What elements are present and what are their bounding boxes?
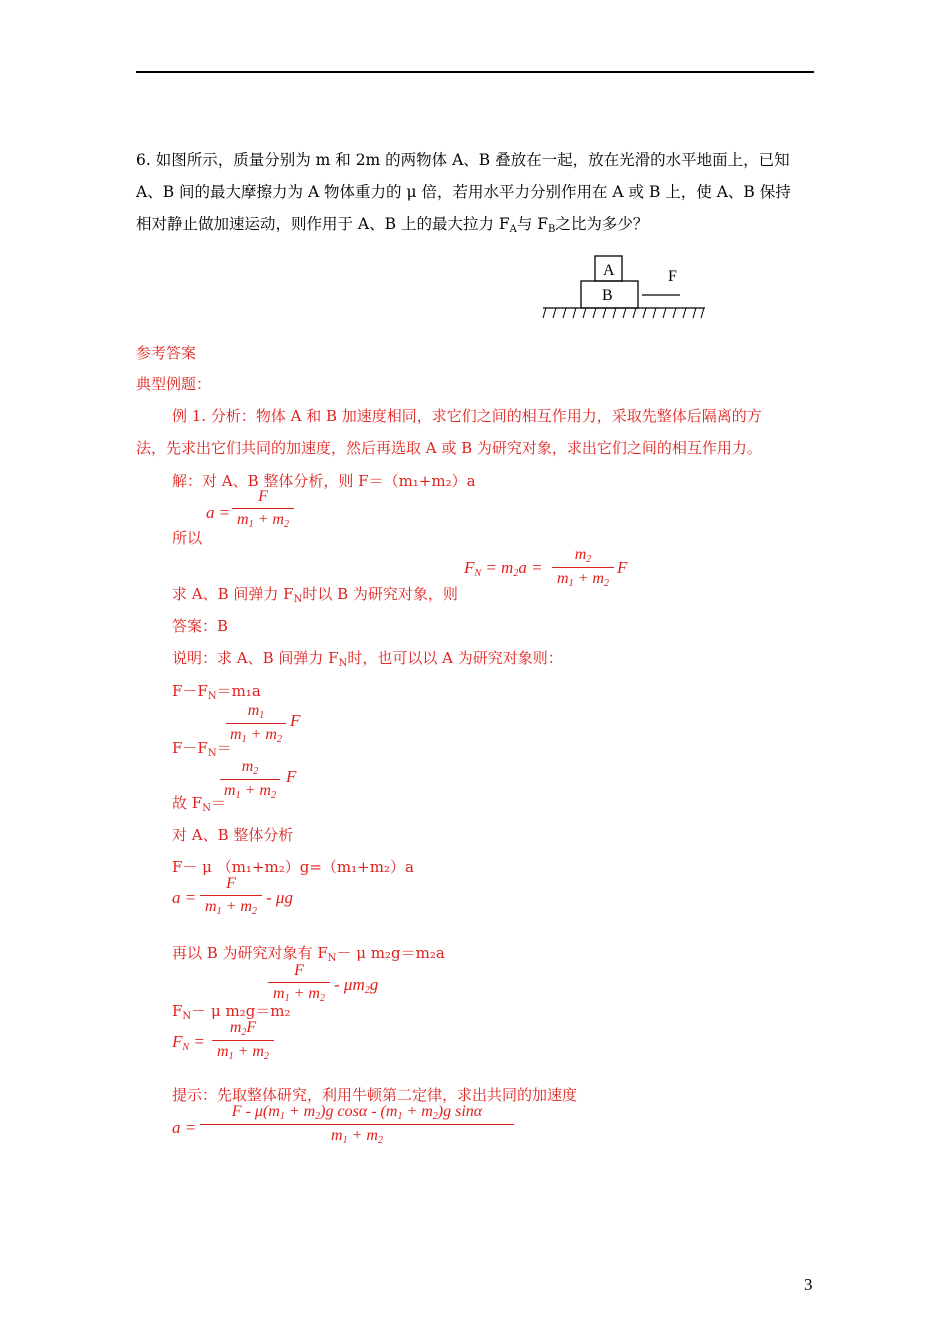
suoyi-label: 所以 [172, 529, 203, 547]
question-line-2: A、B 间的最大摩擦力为 A 物体重力的 μ 倍，若用水平力分别作用在 A 或 B 上，使 A、B 保持 [136, 183, 791, 201]
answer-subheading: 典型例题： [136, 375, 212, 393]
eq-line-4: F－ μ （m₁+m₂）g=（m₁+m₂）a [172, 858, 414, 876]
fraction-eq2: $m_1$ $m_1 + m_2$ [226, 702, 286, 745]
ground-hatch [543, 308, 704, 318]
question-line-3: 相对静止做加速运动，则作用于 A、B 上的最大拉力 $F_A$与 $F_B$之比为多少？ [136, 215, 649, 235]
fraction-eq5: F $m_1 + m_2$ [268, 962, 330, 1004]
label-a: A [603, 262, 615, 279]
fraction-a2: F $m_1 + m_2$ [200, 875, 262, 917]
eq-a-lhs: a = [206, 503, 231, 522]
eq-line-3: 故 $F_N=$ [172, 794, 226, 814]
solve-line: 解：对 A、B 整体分析，则 F＝（m₁+m₂）a [172, 472, 476, 490]
whole-analysis: 对 A、B 整体分析 [172, 826, 294, 844]
tip-line: 提示：先取整体研究，利用牛顿第二定律，求出共同的加速度 [172, 1086, 578, 1104]
blocks-figure [540, 252, 710, 322]
again-b-line: 再以 B 为研究对象有 $F_N- \mu$ m₂g＝m₂a [172, 944, 445, 964]
label-f: F [668, 268, 677, 285]
eq-fn2-lhs: $F_N$ = [172, 1032, 205, 1053]
page-number: 3 [804, 1275, 813, 1294]
fraction-fn: $m_2$ $m_1 + m_2$ [552, 546, 614, 589]
question-line-1: 6. 如图所示，质量分别为 m 和 2m 的两物体 A、B 叠放在一起，放在光滑的水平地面上，已知 [136, 151, 790, 169]
eq-line-1: $F-F_N=m_1a$ [172, 682, 261, 702]
label-b: B [602, 287, 613, 304]
example1-line-1: 例 1. 分析：物体 A 和 B 加速度相同，求它们之间的相互作用力，采取先整体后隔离的方 [172, 407, 762, 425]
answer-b: 答案：B [172, 617, 229, 635]
qiu-line: 求 A、B 间弹力 $F_N$时以 B 为研究对象，则 [172, 585, 458, 605]
fraction-fn2: $m_2F$ $m_1 + m_2$ [212, 1019, 274, 1062]
eq-tip-lhs: a = [172, 1118, 197, 1137]
eq5-rhs: - $\mu m_2g$ [334, 975, 379, 996]
shuoming-line: 说明：求 A、B 间弹力 $F_N$时，也可以以 A 为研究对象则： [172, 649, 563, 669]
eq-fn-f: F [617, 558, 628, 577]
fraction-eq3: $m_2$ $m_1 + m_2$ [220, 758, 280, 801]
eq-a2-rhs: - μg [266, 888, 293, 907]
eq-line-5: $F_N- \mu$ m₂g＝m₂ [172, 1002, 291, 1022]
eq2-f: F [290, 711, 301, 730]
fraction-a: F $m_1 + m_2$ [232, 488, 294, 530]
eq3-f: F [286, 767, 297, 786]
answer-heading: 参考答案 [136, 344, 197, 362]
eq-fn-lhs: $F_N = m_2a$ = [464, 558, 543, 579]
header-rule [136, 71, 814, 73]
eq-a2-lhs: a = [172, 888, 197, 907]
fraction-tip: $F - \mu(m_1 + m_2)g$ $\cos\alpha - (m_1 + m_2)g$ sinα $m_1 + m_2$ [200, 1103, 514, 1146]
eq-line-2: $F-F_N=$ [172, 739, 232, 759]
example1-line-2: 法，先求出它们共同的加速度，然后再选取 A 或 B 为研究对象，求出它们之间的相互作用力。 [136, 439, 762, 457]
